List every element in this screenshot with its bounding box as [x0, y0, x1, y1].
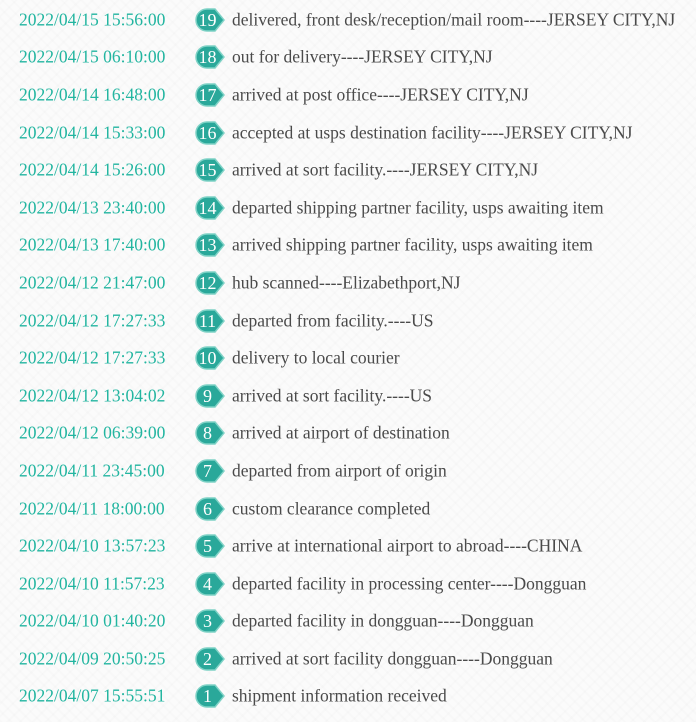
- event-time: 2022/04/15 15:56:00: [19, 9, 166, 30]
- event-time: 2022/04/11 18:00:00: [19, 498, 165, 519]
- step-number: 6: [203, 498, 212, 519]
- event-description: delivered, front desk/reception/mail room----JERSEY CITY,NJ: [232, 9, 676, 30]
- timeline-event: [0, 565, 696, 603]
- timeline-event: [0, 39, 696, 77]
- step-number: 18: [198, 47, 217, 68]
- event-description: arrived at sort facility.----JERSEY CITY,NJ: [232, 159, 539, 180]
- timeline-event: [0, 603, 696, 641]
- step-badge: [195, 271, 225, 295]
- event-time: 2022/04/12 13:04:02: [19, 385, 166, 406]
- step-badge: [195, 609, 225, 633]
- timeline-event: [0, 452, 696, 490]
- step-number: 7: [203, 460, 212, 481]
- event-time: 2022/04/14 15:26:00: [19, 159, 166, 180]
- step-number: 1: [203, 686, 212, 707]
- event-description: custom clearance completed: [232, 498, 431, 519]
- timeline-event: [0, 302, 696, 340]
- event-description: delivery to local courier: [232, 347, 400, 368]
- event-description: departed from airport of origin: [232, 460, 447, 481]
- event-time: 2022/04/14 15:33:00: [19, 122, 166, 143]
- event-description: arrived shipping partner facility, usps awaiting item: [232, 234, 593, 255]
- step-badge: [195, 8, 225, 32]
- step-number: 4: [203, 573, 212, 594]
- step-number: 2: [203, 648, 212, 669]
- timeline-event: [0, 415, 696, 453]
- step-badge: [195, 83, 225, 107]
- step-badge: [195, 346, 225, 370]
- event-description: departed facility in dongguan----Dongguan: [232, 610, 534, 631]
- step-number: 9: [203, 385, 212, 406]
- event-time: 2022/04/11 23:45:00: [19, 460, 165, 481]
- event-time: 2022/04/13 17:40:00: [19, 234, 166, 255]
- step-badge: [195, 309, 225, 333]
- step-badge: [195, 384, 225, 408]
- step-badge: [195, 534, 225, 558]
- step-badge: [195, 158, 225, 182]
- event-time: 2022/04/12 17:27:33: [19, 347, 166, 368]
- step-badge: [195, 497, 225, 521]
- step-badge: [195, 45, 225, 69]
- step-number: 19: [198, 9, 217, 30]
- timeline-event: [0, 640, 696, 678]
- timeline-event: [0, 114, 696, 152]
- event-time: 2022/04/09 20:50:25: [19, 648, 166, 669]
- step-badge: [195, 684, 225, 708]
- step-number: 12: [198, 272, 217, 293]
- step-badge: [195, 196, 225, 220]
- event-description: out for delivery----JERSEY CITY,NJ: [232, 46, 493, 67]
- step-badge: [195, 421, 225, 445]
- step-number: 15: [198, 160, 217, 181]
- timeline-event: [0, 377, 696, 415]
- event-description: departed facility in processing center----Dongguan: [232, 573, 587, 594]
- step-badge: [195, 233, 225, 257]
- event-description: arrived at post office----JERSEY CITY,NJ: [232, 84, 529, 105]
- event-time: 2022/04/12 06:39:00: [19, 422, 166, 443]
- timeline-event: [0, 151, 696, 189]
- event-description: accepted at usps destination facility----JERSEY CITY,NJ: [232, 122, 633, 143]
- timeline-event: [0, 1, 696, 39]
- step-badge: [195, 647, 225, 671]
- step-number: 11: [198, 310, 217, 331]
- step-number: 14: [198, 197, 217, 218]
- event-time: 2022/04/14 16:48:00: [19, 84, 166, 105]
- timeline-event: [0, 227, 696, 265]
- step-number: 16: [198, 122, 217, 143]
- timeline-event: [0, 339, 696, 377]
- event-time: 2022/04/12 21:47:00: [19, 272, 166, 293]
- step-number: 10: [198, 348, 217, 369]
- step-badge: [195, 121, 225, 145]
- step-number: 5: [203, 536, 212, 557]
- event-description: hub scanned----Elizabethport,NJ: [232, 272, 461, 293]
- timeline-event: [0, 264, 696, 302]
- event-description: arrived at sort facility.----US: [232, 385, 433, 406]
- event-time: 2022/04/10 13:57:23: [19, 535, 166, 556]
- timeline-event: [0, 490, 696, 528]
- event-time: 2022/04/10 01:40:20: [19, 610, 166, 631]
- event-description: arrived at airport of destination: [232, 422, 450, 443]
- step-number: 8: [203, 423, 212, 444]
- timeline-event: [0, 76, 696, 114]
- timeline-event: [0, 189, 696, 227]
- event-time: 2022/04/10 11:57:23: [19, 573, 165, 594]
- timeline-event: [0, 678, 696, 716]
- event-time: 2022/04/12 17:27:33: [19, 310, 166, 331]
- event-description: arrived at sort facility dongguan----Dongguan: [232, 648, 553, 669]
- step-number: 13: [198, 235, 217, 256]
- event-time: 2022/04/07 15:55:51: [19, 685, 166, 706]
- event-description: shipment information received: [232, 685, 447, 706]
- event-description: arrive at international airport to abroad----CHINA: [232, 535, 583, 556]
- event-description: departed from facility.----US: [232, 310, 434, 331]
- event-time: 2022/04/15 06:10:00: [19, 46, 166, 67]
- step-badge: [195, 459, 225, 483]
- tracking-timeline: [0, 1, 696, 715]
- step-badge: [195, 572, 225, 596]
- event-description: departed shipping partner facility, usps awaiting item: [232, 197, 604, 218]
- step-number: 17: [198, 84, 217, 105]
- timeline-event: [0, 527, 696, 565]
- event-time: 2022/04/13 23:40:00: [19, 197, 166, 218]
- step-number: 3: [203, 611, 212, 632]
